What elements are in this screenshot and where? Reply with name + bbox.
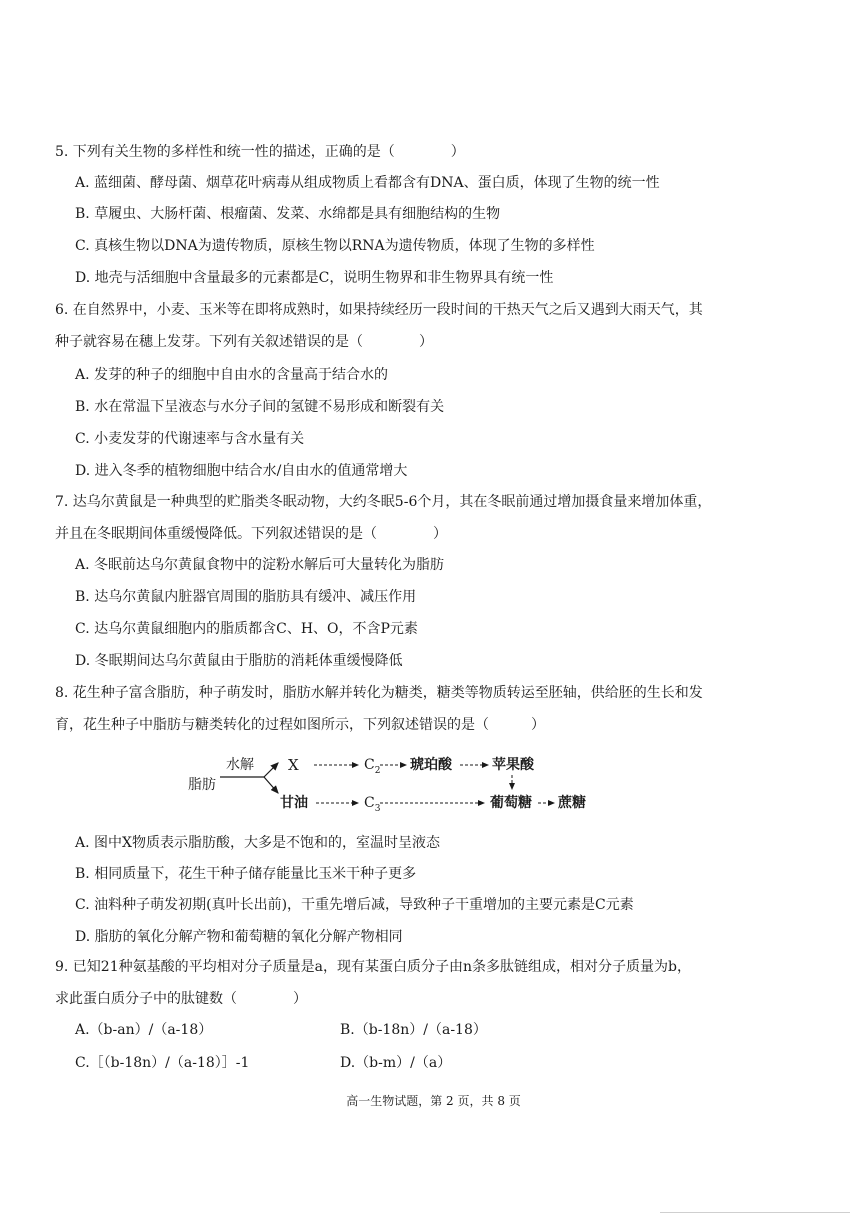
question-5-option-d: D. 地壳与活细胞中含量最多的元素都是C，说明生物界和非生物界具有统一性: [75, 270, 554, 286]
question-5-option-c: C. 真核生物以DNA为遗传物质，原核生物以RNA为遗传物质，体现了生物的多样性: [75, 238, 595, 254]
glycerol-label: 甘油: [280, 795, 308, 811]
branch-to-glycerol-arrow: [264, 777, 278, 793]
fat-label: 脂肪: [188, 777, 216, 793]
question-5-stem: 5. 下列有关生物的多样性和统一性的描述，正确的是（ ）: [55, 144, 465, 160]
question-7-option-d: D. 冬眠期间达乌尔黄鼠由于脂肪的消耗体重缓慢降低: [75, 653, 403, 669]
question-9-option-d: D.（b-m）/（a）: [340, 1055, 452, 1071]
question-6-stem-line-2: 种子就容易在穗上发芽。下列有关叙述错误的是（ ）: [55, 334, 433, 350]
question-9-option-b: B.（b-18n）/（a-18）: [340, 1022, 487, 1038]
question-6-option-c: C. 小麦发芽的代谢速率与含水量有关: [75, 431, 305, 447]
question-7-option-c: C. 达乌尔黄鼠细胞内的脂质都含C、H、O，不含P元素: [75, 621, 418, 637]
question-7-option-b: B. 达乌尔黄鼠内脏器官周围的脂肪具有缓冲、减压作用: [75, 589, 417, 605]
question-7-stem-line-1: 7. 达乌尔黄鼠是一种典型的贮脂类冬眠动物，大约冬眠5-6个月，其在冬眠前通过增加摄食量来增加体重，: [55, 494, 712, 510]
question-9-stem-line-2: 求此蛋白质分子中的肽键数（ ）: [55, 991, 307, 1007]
succinic-acid-label: 琥珀酸: [410, 757, 452, 773]
question-6-stem-line-1: 6. 在自然界中，小麦、玉米等在即将成熟时，如果持续经历一段时间的干热天气之后又遇到大雨天气，其: [55, 302, 703, 318]
question-9-option-a: A.（b-an）/（a-18）: [75, 1022, 213, 1038]
question-8-option-a: A. 图中X物质表示脂肪酸，大多是不饱和的，室温时呈液态: [75, 835, 440, 851]
scan-edge-line: [660, 1212, 850, 1213]
question-7-stem-line-2: 并且在冬眠期间体重缓慢降低。下列叙述错误的是（ ）: [55, 526, 447, 542]
question-5-option-a: A. 蓝细菌、酵母菌、烟草花叶病毒从组成物质上看都含有DNA、蛋白质，体现了生物的统一性: [75, 175, 660, 191]
malic-acid-label: 苹果酸: [492, 757, 534, 773]
question-6-option-d: D. 进入冬季的植物细胞中结合水/自由水的值通常增大: [75, 463, 408, 479]
fat-sugar-conversion-diagram: [180, 745, 600, 820]
question-7-option-a: A. 冬眠前达乌尔黄鼠食物中的淀粉水解后可大量转化为脂肪: [75, 557, 445, 573]
question-9-option-c: C.［（b-18n）/（a-18）］-1: [75, 1055, 250, 1071]
question-8-option-b: B. 相同质量下，花生干种子储存能量比玉米干种子更多: [75, 866, 417, 882]
sucrose-label: 蔗糖: [558, 795, 586, 811]
question-6-option-a: A. 发芽的种子的细胞中自由水的含量高于结合水的: [75, 367, 389, 383]
question-8-option-c: C. 油料种子萌发初期(真叶长出前)，干重先增后减，导致种子干重增加的主要元素是C元素: [75, 897, 634, 913]
branch-to-x-arrow: [264, 763, 278, 777]
glucose-label: 葡萄糖: [490, 795, 532, 811]
question-8-stem-line-2: 育，花生种子中脂肪与糖类转化的过程如图所示，下列叙述错误的是（ ）: [55, 717, 545, 733]
question-8-stem-line-1: 8. 花生种子富含脂肪，种子萌发时，脂肪水解并转化为糖类，糖类等物质转运至胚轴，供给胚的生长和发: [55, 685, 703, 701]
question-9-stem-line-1: 9. 已知21种氨基酸的平均相对分子质量是a，现有某蛋白质分子由n条多肽链组成，相对分子质量为b，: [55, 959, 691, 975]
x-label: X: [288, 756, 299, 774]
c2-label: $C_2$: [364, 757, 381, 776]
hydrolysis-label: 水解: [226, 757, 254, 773]
page-footer: 高一生物试题，第 2 页，共 8 页: [346, 1094, 521, 1108]
c3-label: $C_3$: [364, 795, 381, 814]
question-5-option-b: B. 草履虫、大肠杆菌、根瘤菌、发菜、水绵都是具有细胞结构的生物: [75, 206, 501, 222]
question-6-option-b: B. 水在常温下呈液态与水分子间的氢键不易形成和断裂有关: [75, 399, 445, 415]
question-8-option-d: D. 脂肪的氧化分解产物和葡萄糖的氧化分解产物相同: [75, 929, 403, 945]
